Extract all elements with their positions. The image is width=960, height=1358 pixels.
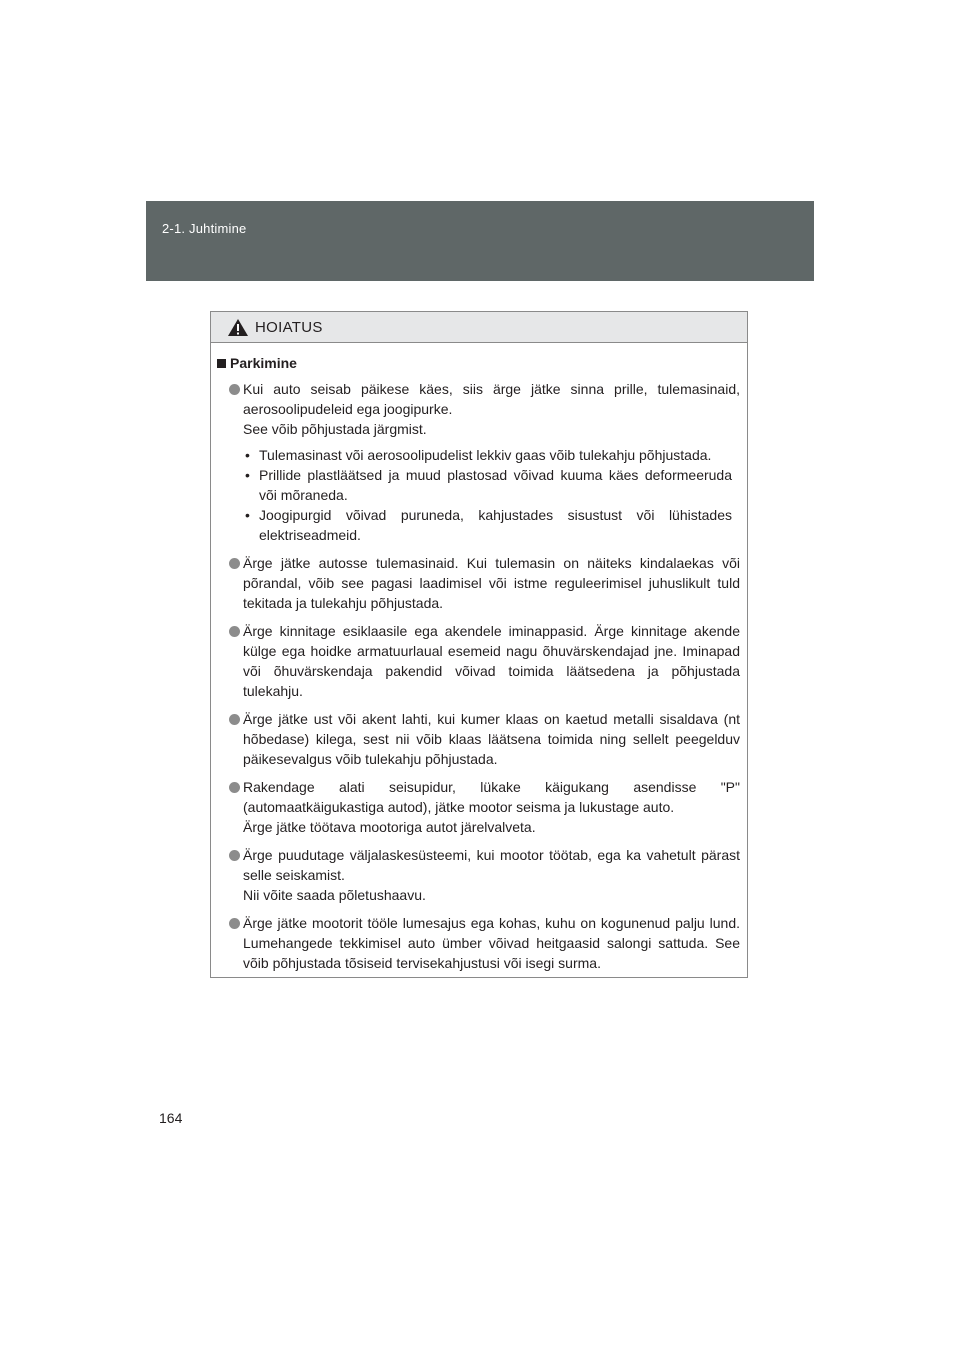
list-item — [217, 777, 740, 837]
item-text: Ärge jätke autosse tulemasinaid. Kui tulemasin on näiteks kindalaekas või põrandal, võib see pagasi laadimisel või istme reguleerimisel juhuslikult tuld tekitada ja tulekahju põhjustada. — [243, 555, 740, 611]
subheading-text: Parkimine — [230, 355, 297, 371]
sub-list — [243, 445, 740, 545]
round-bullet-icon — [229, 384, 240, 395]
list-item — [217, 913, 740, 973]
round-bullet-icon — [229, 714, 240, 725]
section-header-band — [146, 201, 814, 281]
warning-title: HOIATUS — [255, 318, 323, 336]
warning-body — [211, 343, 747, 973]
item-text: See võib põhjustada järgmist. — [243, 421, 427, 437]
list-item — [217, 709, 740, 769]
page-number: 164 — [159, 1110, 183, 1126]
round-bullet-icon — [229, 558, 240, 569]
round-bullet-icon — [229, 782, 240, 793]
round-bullet-icon — [229, 918, 240, 929]
item-text: Ärge puudutage väljalaskesüsteemi, kui mootor töötab, ega ka vahetult pärast selle seiskamist. — [243, 847, 740, 883]
item-text: Ärge jätke mootorit tööle lumesajus ega kohas, kuhu on kogunenud palju lund. Lumehangede tekkimisel auto ümber võivad heitgaasid salongi sattuda. See võib põhjustada tõsiseid tervisekahjustusi või isegi surma. — [243, 915, 740, 971]
sub-list-item: • Joogipurgid võivad puruneda, kahjustades sisustust või lühistades elektriseadmeid. — [243, 505, 732, 545]
item-text: Nii võite saada põletushaavu. — [243, 887, 426, 903]
item-text: Ärge kinnitage esiklaasile ega akendele iminappasid. Ärge kinnitage akende külge ega hoidke armatuurlaual esemeid nagu õhuvärskendajad jne. Iminapad või õhuvärskendaja pakendid võivad toimida läätsedena ja põhjustada tulekahju. — [243, 623, 740, 699]
item-text: Ärge jätke ust või akent lahti, kui kumer klaas on kaetud metalli sisaldava (nt hõbedase) kilega, sest nii võib klaas läätsena toimida ning sellelt peegelduv päikesevalgus võib tulekahju põhjustada. — [243, 711, 740, 767]
section-label: 2-1. Juhtimine — [162, 221, 247, 236]
round-bullet-icon — [229, 626, 240, 637]
warning-triangle-icon — [227, 318, 249, 337]
item-text: Ärge jätke töötava mootoriga autot järelvalveta. — [243, 819, 536, 835]
warning-header — [211, 312, 747, 343]
sub-list-item: • Prillide plastläätsed ja muud plastosad võivad kuuma käes deformeeruda või mõraneda. — [243, 465, 732, 505]
sub-list-item: • Tulemasinast või aerosoolipudelist lekkiv gaas võib tulekahju põhjustada. — [243, 445, 732, 465]
list-item — [217, 553, 740, 613]
item-text: Kui auto seisab päikese käes, siis ärge jätke sinna prille, tulemasinaid, aerosoolipudeleid ega joogipurke. — [243, 381, 740, 417]
round-bullet-icon — [229, 850, 240, 861]
warning-box — [210, 311, 748, 978]
subheading — [217, 355, 740, 371]
list-item — [217, 379, 740, 545]
list-item — [217, 845, 740, 905]
square-bullet-icon — [217, 359, 226, 368]
list-item — [217, 621, 740, 701]
item-text: Rakendage alati seisupidur, lükake käigukang asendisse "P" (automaatkäigukastiga autod), jätke mootor seisma ja lukustage auto. — [243, 779, 740, 815]
